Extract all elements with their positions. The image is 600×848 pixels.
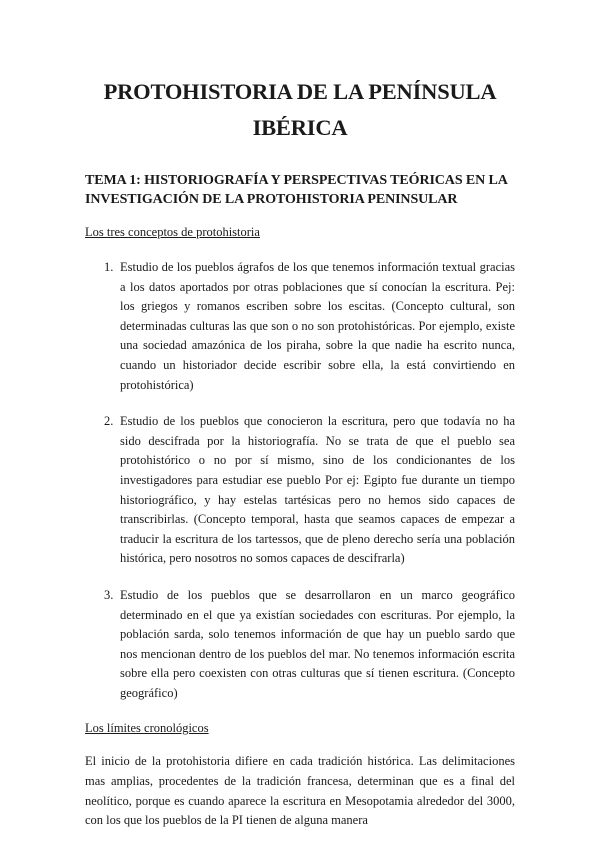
title-line-2: IBÉRICA: [252, 115, 348, 140]
section-heading-conceptos: Los tres conceptos de protohistoria: [85, 225, 260, 239]
tema-heading: TEMA 1: HISTORIOGRAFÍA Y PERSPECTIVAS TEÓRICAS EN LA INVESTIGACIÓN DE LA PROTOHISTORIA PENINSULAR: [85, 173, 508, 207]
list-item-number: 1.: [104, 260, 114, 274]
list-item-text: Estudio de los pueblos que se desarrollaron en un marco geográfico determinado en el que ya existían sociedades con escrituras. Por ejemplo, la población sarda, solo tenemos información de que hay un pueblo sardo que nos mencionan dentro de los pueblos del mar. No tenemos información escrita sobre ella pero coexisten con otras culturas que sí tienen escritura. (Concepto geográfico): [120, 587, 515, 700]
page-title: [85, 74, 515, 146]
title-line-1: PROTOHISTORIA DE LA PENÍNSULA: [103, 79, 497, 104]
list-item-text: Estudio de los pueblos que conocieron la escritura, pero que todavía no ha sido descifrada por la historiografía. No se trata de que el pueblo sea protohistórico o no por sí mismo, sino de los condicionantes de los investigadores para estudiar ese pueblo Por ej: Egipto fue durante un tiempo historiográfico, y hay estelas tartésicas pero no hemos sido capaces de transcribirlas. (Concepto temporal, hasta que seamos capaces de empezar a traducir la escritura de los tartessos, que de pleno derecho sería una población histórica, pero nosotros no somos capaces de descifrarla): [120, 414, 515, 566]
list-item-number: 2.: [104, 414, 114, 429]
concepts-list: [85, 258, 515, 703]
list-item: [85, 412, 515, 569]
section-heading-limites: Los límites cronológicos: [85, 721, 209, 736]
list-item: [85, 258, 515, 395]
list-item-text: Estudio de los pueblos ágrafos de los que tenemos información textual gracias a los datos aportados por otras poblaciones que sí conocían la escritura. Pej: los griegos y romanos escriben sobre los escitas. (Concepto cultural, son determinadas culturas las que son o no son protohistóricas. Por ejemplo, existe una sociedad amazónica de los piraha, sobre la que nadie ha escrito nunca, cuando un historiador decide escribir sobre ella, la está convirtiendo en protohistórica): [120, 260, 515, 392]
list-item: [85, 586, 515, 704]
list-item-number: 3.: [104, 587, 114, 602]
body-paragraph: El inicio de la protohistoria difiere en cada tradición histórica. Las delimitaciones mas amplias, procedentes de la tradición francesa, determinan que es a final del neolítico, porque es cuando aparece la escritura en Mesopotamia alrededor del 3000, con los que los pueblos de la PI tienen de alguna manera: [85, 754, 515, 828]
